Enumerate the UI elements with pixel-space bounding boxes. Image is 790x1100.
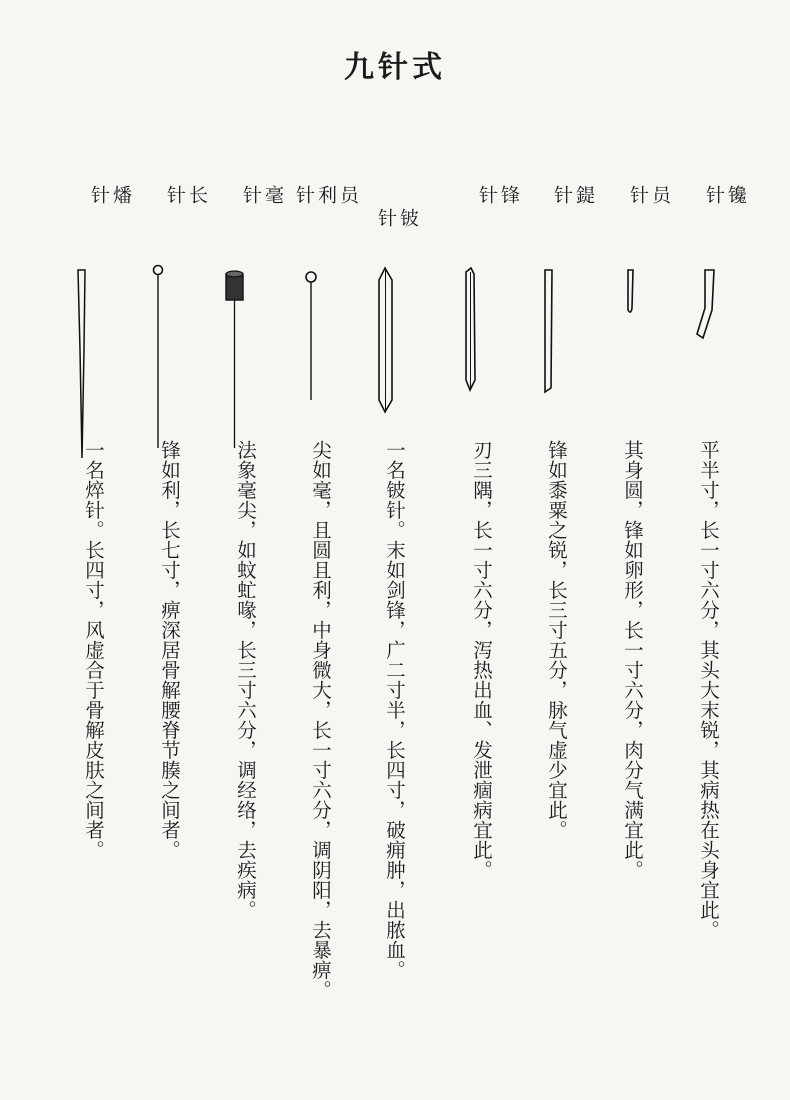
chang-needle-illustration xyxy=(144,260,194,450)
needle-name-yuan: 员针 xyxy=(627,185,671,204)
needle-name-yuanli: 员利针 xyxy=(293,185,359,204)
needle-desc-yuanli: 尖如毫，且圆且利，中身微大，长一寸六分，调阴阳，去暴痹。 xyxy=(309,440,332,1000)
fan-needle-illustration xyxy=(68,260,118,460)
needle-name-fan: 燔针 xyxy=(88,185,132,204)
needle-desc-pi: 一名铍针。末如剑锋，广二寸半，长四寸，破痈肿，出脓血。 xyxy=(383,440,406,980)
pi-needle-illustration xyxy=(369,260,419,420)
chan-needle-illustration xyxy=(683,260,733,360)
yuan-needle-illustration xyxy=(607,260,657,360)
page-title: 九针式 xyxy=(344,50,446,85)
needle-name-hao: 毫针 xyxy=(240,185,284,204)
needle-name-feng: 锋针 xyxy=(476,185,520,204)
needle-desc-fan: 一名焠针。长四寸，风虚合于骨解皮肤之间者。 xyxy=(82,440,105,860)
needle-desc-chan: 平半寸，长一寸六分，其头大末锐，其病热在头身宜此。 xyxy=(697,440,720,940)
yuanli-needle-illustration xyxy=(295,260,345,400)
needle-desc-chang: 锋如利，长七寸，痹深居骨解腰脊节腠之间者。 xyxy=(158,440,181,860)
di-needle-illustration xyxy=(531,260,581,400)
needle-name-chan: 镵针 xyxy=(703,185,747,204)
hao-needle-illustration xyxy=(220,260,270,450)
needle-name-pi: 铍针 xyxy=(375,208,419,227)
feng-needle-illustration xyxy=(456,260,506,400)
needle-name-chang: 长针 xyxy=(164,185,208,204)
needle-desc-di: 锋如黍粟之锐，长三寸五分，脉气虚少宜此。 xyxy=(545,440,568,840)
needle-desc-feng: 刃三隅，长一寸六分，泻热出血、发泄痼病宜此。 xyxy=(470,440,493,880)
needle-name-di: 鍉针 xyxy=(551,185,595,204)
needle-desc-hao: 法象毫尖，如蚊虻喙，长三寸六分，调经络，去疾病。 xyxy=(234,440,257,920)
needle-desc-yuan: 其身圆，锋如卵形，长一寸六分，肉分气满宜此。 xyxy=(621,440,644,880)
